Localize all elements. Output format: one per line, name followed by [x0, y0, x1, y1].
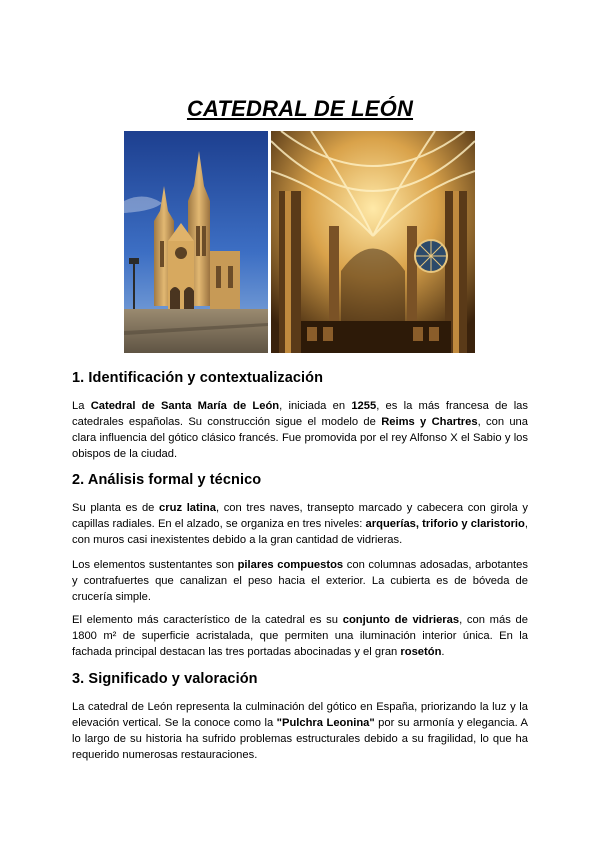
section-1-heading: 1. Identificación y contextualización: [72, 370, 324, 386]
section-2-paragraph-2: Los elementos sustentantes son pilares compuestos con columnas adosadas, arbotantes y contrafuertes que canalizan el peso hacia el exterior. La cubierta es de bóveda de crucería simple.: [72, 559, 528, 603]
section-3-paragraph-1: La catedral de León representa la culminación del gótico en España, priorizando la luz y la elevación vertical. Se la conoce como la "Pulchra Leonina" por su armonía y elegancia. A lo largo de su historia ha sufrido problemas estructurales debido a su fragilidad, lo que ha requerido numerosas restauraciones.: [72, 701, 529, 761]
cathedral-exterior-photo: [124, 131, 268, 353]
section-1-paragraph-1: La Catedral de Santa María de León, iniciada en 1255, es la más francesa de las catedrales españolas. Su construcción sigue el modelo de Reims y Chartres, con una clara influencia del gótico clásico francés. Fue promovida por el rey Alfonso X el Sabio y los obispos de la ciudad.: [72, 400, 528, 460]
section-2-paragraph-3: El elemento más característico de la catedral es su conjunto de vidrieras, con más de 1800 m² de superficie acristalada, que permiten una iluminación interior única. En la fachada principal destacan las tres portadas abocinadas y el gran rosetón.: [72, 614, 528, 658]
section-2-heading: 2. Análisis formal y técnico: [72, 472, 262, 488]
section-2-paragraph-1: Su planta es de cruz latina, con tres naves, transepto marcado y cabecera con girola y capillas radiales. En el alzado, se organiza en tres niveles: arquerías, triforio y claristorio, con muros casi inexistentes debido a la gran cantidad de vidrieras.: [72, 502, 529, 546]
page-title: CATEDRAL DE LEÓN: [186, 96, 414, 121]
section-3-heading: 3. Significado y valoración: [72, 671, 258, 687]
cathedral-interior-photo: [271, 131, 475, 353]
